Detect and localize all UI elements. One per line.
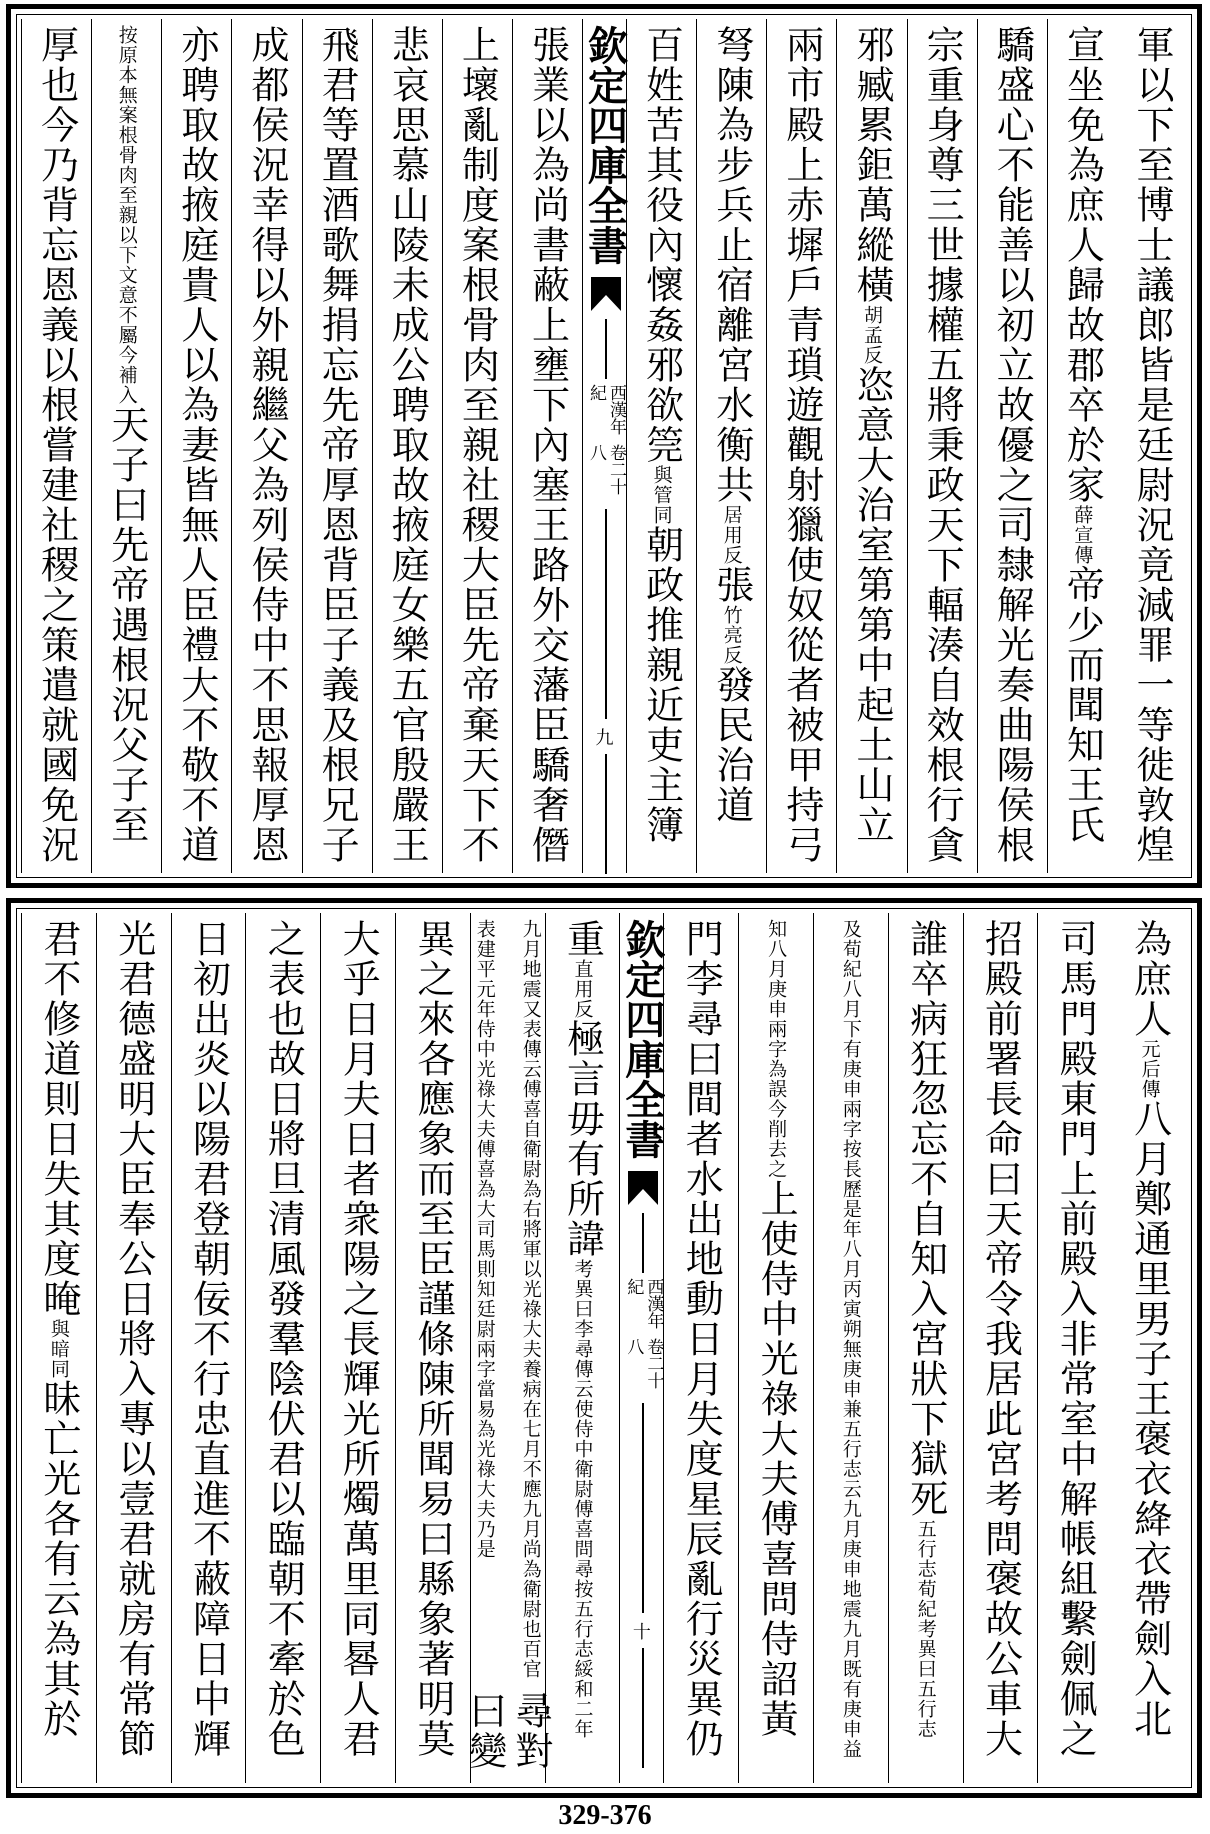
text-column (372, 19, 442, 873)
text-column (738, 913, 813, 1783)
annotation-note: 與暗同 (47, 1319, 70, 1379)
text-column (836, 19, 906, 873)
main-text: 天子曰先帝遇根況父子至 (104, 405, 149, 845)
column-text (22, 919, 96, 1779)
folio-number: 九 (595, 728, 614, 749)
main-text: 尋對曰變 (462, 1690, 553, 1771)
text-column (888, 913, 963, 1783)
text-column (231, 19, 301, 873)
annotation-note: 知八月庚申兩字為誤今削去之 (765, 919, 788, 1179)
main-text: 邪臧累鉅萬縱橫 (849, 25, 894, 305)
main-text: 君不修道則日失其度晻 (36, 919, 81, 1319)
annotation-note: 及荀紀八月下有庚申兩字按長歷是年八月丙寅朔無庚申兼五行志云九月庚申地震九月既有庚申益 (839, 919, 862, 1759)
bottom-columns (21, 913, 1187, 1783)
text-column (512, 19, 582, 873)
column-text (889, 919, 963, 1779)
main-text: 異之來各應象而至臣謹條陳所聞易曰縣象著明莫 (410, 919, 455, 1759)
main-text: 成都侯況幸得以外親繼父為列侯侍中不思報厚恩 (244, 25, 289, 865)
top-panel (6, 4, 1202, 888)
text-column (245, 913, 320, 1783)
main-text: 宗重身尊三世據權五將秉政天下輻湊自效根行貪 (920, 25, 965, 865)
main-text: 上使侍中光祿大夫傅喜問侍詔黃 (754, 1179, 799, 1739)
text-column (1112, 913, 1187, 1783)
main-text: 帝少而聞知王氏 (1060, 565, 1105, 845)
main-text: 飛君等置酒歌舞捐忘先帝厚恩背臣子義及根兄子 (315, 25, 360, 865)
main-text: 驕盛心不能善以初立故優之司隸解光奏曲陽侯根 (990, 25, 1035, 865)
text-column (663, 913, 738, 1783)
annotation-note: 胡孟反 (860, 305, 883, 365)
main-text: 宣坐免為庶人歸故郡卒於家 (1060, 25, 1105, 505)
column-text (814, 919, 888, 1779)
text-column (171, 913, 246, 1783)
text-column (21, 913, 96, 1783)
spine-rule (642, 1403, 644, 1613)
text-column (1037, 913, 1112, 1783)
text-column (302, 19, 372, 873)
text-column (766, 19, 836, 873)
column-text (232, 25, 301, 869)
column-text (1038, 919, 1112, 1779)
spine-rule (642, 1648, 644, 1768)
main-text: 恣意大治室第第中起土山立 (849, 365, 894, 845)
column-text (739, 919, 813, 1779)
main-text: 發民治道 (709, 665, 754, 825)
volume-label: 卷二十八 (623, 1338, 664, 1389)
folio-number: 十 (632, 1622, 651, 1643)
text-column (977, 19, 1047, 873)
column-text (978, 25, 1047, 869)
main-text: 兩市殿上赤墀戶青瑣遊觀射獵使奴從者被甲持弓 (779, 25, 824, 865)
main-text: 極言毋有所諱 (560, 1019, 605, 1259)
column-text (172, 919, 246, 1779)
main-text: 張業以為尚書蔽上壅下內塞王路外交藩臣驕奢僭 (525, 25, 570, 865)
text-column (963, 913, 1038, 1783)
fishtail-mark-icon (628, 1171, 658, 1205)
spine-rule (605, 319, 607, 379)
main-text: 軍以下至博士議郎皆是廷尉況竟減罪一等徙敦煌 (1129, 25, 1174, 865)
spine-rule (605, 509, 607, 719)
main-text: 招殿前署長命曰天帝令我居此宮考問褒故公車大 (978, 919, 1023, 1759)
main-text: 門李尋曰間者水出地動日月失度星辰亂行災異仍 (679, 919, 724, 1759)
column-text (396, 919, 470, 1779)
text-column (1117, 19, 1187, 873)
main-text: 悲哀思慕山陵未成公聘取故掖庭女樂五官殷嚴王 (385, 25, 430, 865)
column-text (546, 919, 620, 1779)
chapter-volume-label (583, 384, 626, 504)
main-text: 弩陳為步兵止宿離宮水衡共 (709, 25, 754, 505)
column-text (664, 919, 738, 1779)
book-title: 欽定四庫全書 (618, 919, 666, 1159)
text-column (907, 19, 977, 873)
main-text: 八月鄭通里男子王褒衣絳衣帶劍入北 (1127, 1099, 1172, 1739)
column-text (373, 25, 442, 869)
annotation-note: 居用反 (720, 505, 743, 565)
annotation-note: 薛宣傳 (1071, 505, 1094, 565)
main-text: 大乎日月夫日者衆陽之長輝光所燭萬里同晷人君 (336, 919, 381, 1759)
annotation-note: 與管同 (650, 465, 673, 525)
chapter-label: 西漢年紀 (623, 1278, 664, 1329)
spine-rule (642, 1213, 644, 1273)
column-text (22, 25, 91, 869)
column-text (246, 919, 320, 1779)
annotation-note: 竹亮反 (720, 605, 743, 665)
column-text (964, 919, 1038, 1779)
main-text: 之表也故日將旦清風發羣陰伏君以臨朝不牽於色 (261, 919, 306, 1759)
column-text (767, 25, 836, 869)
text-column (462, 913, 553, 1783)
annotation-note: 九月地震又表傳云傅喜自衛尉為右將軍以光祿大夫養病在七月不應九月尚為衛尉也百官表建平元年侍中光祿大夫傅喜為大司馬則知廷尉兩字當易為光祿大夫乃是 (473, 919, 542, 1679)
column-text (513, 25, 582, 869)
main-text: 上壞亂制度案根骨肉至親社稷大臣先帝棄天下不 (455, 25, 500, 865)
text-column (91, 19, 161, 873)
spine-block (618, 913, 666, 1783)
column-text (1117, 25, 1187, 869)
main-text: 光君德盛明大臣奉公日將入專以壹君就房有常節 (111, 919, 156, 1759)
column-text (303, 25, 372, 869)
annotation-note: 直用反 (571, 959, 594, 1019)
book-title: 欽定四庫全書 (581, 25, 629, 265)
annotation-note: 元后傳 (1138, 1039, 1161, 1099)
column-text (97, 919, 171, 1779)
column-text (92, 25, 161, 869)
chapter-volume-label (620, 1278, 663, 1398)
spine-rule (605, 754, 607, 874)
text-column (1047, 19, 1117, 873)
column-text (443, 25, 512, 869)
chapter-label: 西漢年紀 (586, 384, 626, 435)
annotation-note: 考異曰李尋傳云使侍中衛尉傅喜問尋按五行志綏和二年 (571, 1259, 594, 1739)
annotation-note: 五行志荀紀考異曰五行志 (914, 1519, 937, 1739)
text-column (21, 19, 91, 873)
column-text (162, 25, 231, 869)
volume-label: 卷二十八 (586, 444, 626, 495)
bottom-panel (6, 898, 1202, 1798)
annotation-note: 按原本無案根骨肉至親以下文意不屬今補入 (115, 25, 138, 405)
column-text (908, 25, 977, 869)
column-text (1048, 25, 1117, 869)
column-text (321, 919, 395, 1779)
text-column (626, 19, 696, 873)
main-text: 亦聘取故掖庭貴人以為妻皆無人臣禮大不敬不道 (174, 25, 219, 865)
text-column (442, 19, 512, 873)
text-column (96, 913, 171, 1783)
main-text: 為庶人 (1127, 919, 1172, 1039)
main-text: 司馬門殿東門上前殿入非常室中解帳組繫劍佩之 (1053, 919, 1098, 1759)
spine-block (581, 19, 629, 873)
column-text (1112, 919, 1187, 1779)
text-column (545, 913, 620, 1783)
top-columns (21, 19, 1187, 873)
column-text (697, 25, 766, 869)
fishtail-mark-icon (591, 277, 621, 311)
text-column (813, 913, 888, 1783)
main-text: 百姓苦其役內懷姦邪欲筦 (639, 25, 684, 465)
column-text (627, 25, 696, 869)
text-column (161, 19, 231, 873)
main-text: 張 (709, 565, 754, 605)
column-text (837, 25, 906, 869)
page-number: 329-376 (558, 1800, 652, 1831)
main-text: 朝政推親近吏主簿 (639, 525, 684, 845)
text-column (395, 913, 470, 1783)
text-column (696, 19, 766, 873)
main-text: 重 (560, 919, 605, 959)
main-text: 誰卒病狂忽忘不自知入宮狀下獄死 (903, 919, 948, 1519)
main-text: 昧亡光各有云為其於 (36, 1379, 81, 1739)
main-text: 厚也今乃背忘恩義以根嘗建社稷之策遣就國免況 (34, 25, 79, 865)
text-column (320, 913, 395, 1783)
column-text (462, 919, 553, 1779)
main-text: 日初出炎以陽君登朝佞不行忠直進不蔽障日中輝 (186, 919, 231, 1759)
